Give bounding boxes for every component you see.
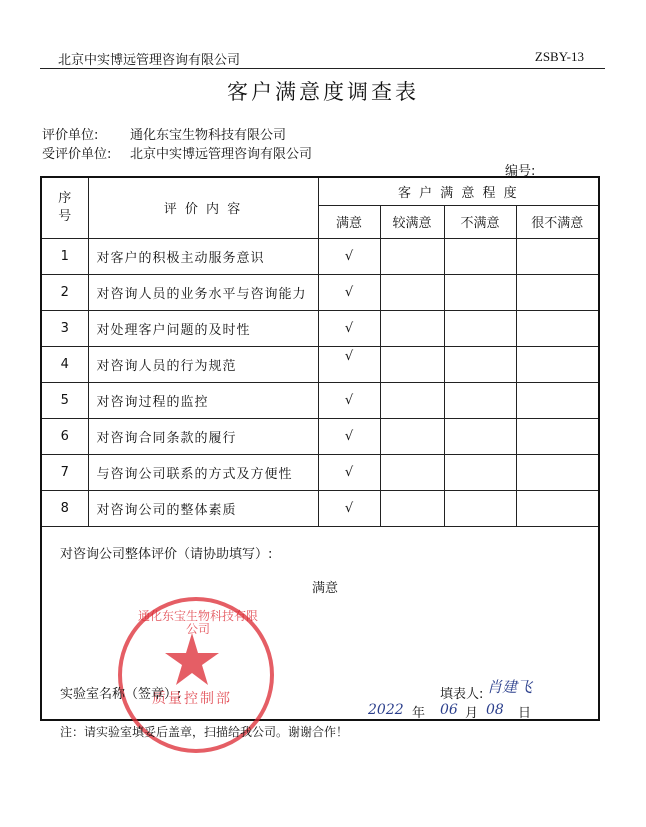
date-month: 06 bbox=[440, 702, 458, 718]
header-divider bbox=[40, 68, 605, 69]
page-title: 客户满意度调查表 bbox=[227, 80, 419, 104]
empty-cell bbox=[380, 346, 444, 382]
row-number: 3 bbox=[41, 310, 88, 346]
check-mark: √ bbox=[318, 238, 380, 274]
empty-cell bbox=[380, 310, 444, 346]
level-header: 不满意 bbox=[444, 205, 516, 238]
check-mark: √ bbox=[318, 310, 380, 346]
date-day-label: 日 bbox=[518, 706, 532, 721]
row-number: 4 bbox=[41, 346, 88, 382]
header-company: 北京中实博远管理咨询有限公司 bbox=[58, 53, 241, 68]
table-row bbox=[41, 454, 599, 490]
empty-cell bbox=[516, 490, 599, 526]
empty-cell bbox=[516, 274, 599, 310]
evaluator-label: 评价单位: bbox=[42, 128, 99, 143]
empty-cell bbox=[444, 310, 516, 346]
table-row bbox=[41, 418, 599, 454]
empty-cell bbox=[444, 454, 516, 490]
empty-cell bbox=[380, 238, 444, 274]
row-item: 与咨询公司联系的方式及方便性 bbox=[88, 454, 318, 490]
row-item: 对咨询人员的业务水平与咨询能力 bbox=[88, 274, 318, 310]
seal-star-icon bbox=[165, 633, 219, 685]
evaluated-value: 北京中实博远管理咨询有限公司 bbox=[130, 147, 313, 162]
table-row bbox=[41, 274, 599, 310]
empty-cell bbox=[516, 418, 599, 454]
empty-cell bbox=[380, 274, 444, 310]
col-seq-header: 序 号 bbox=[41, 177, 88, 238]
empty-cell bbox=[380, 382, 444, 418]
empty-cell bbox=[516, 238, 599, 274]
row-item: 对客户的积极主动服务意识 bbox=[88, 238, 318, 274]
check-mark: √ bbox=[318, 454, 380, 490]
row-number: 1 bbox=[41, 238, 88, 274]
table-row bbox=[41, 490, 599, 526]
overall-value: 满意 bbox=[312, 581, 339, 596]
row-item: 对咨询过程的监控 bbox=[88, 382, 318, 418]
table-row bbox=[41, 382, 599, 418]
row-number: 8 bbox=[41, 490, 88, 526]
date-day: 08 bbox=[486, 702, 504, 718]
evaluated-label: 受评价单位: bbox=[42, 147, 112, 162]
col-degree-header: 客 户 满 意 程 度 bbox=[318, 177, 599, 205]
overall-label: 对咨询公司整体评价（请协助填写）: bbox=[60, 547, 273, 562]
empty-cell bbox=[380, 490, 444, 526]
row-item: 对咨询合同条款的履行 bbox=[88, 418, 318, 454]
lab-name-label: 实验室名称（签章）: bbox=[60, 687, 182, 702]
footer-note: 注：请实验室填妥后盖章，扫描给我公司。谢谢合作！ bbox=[60, 725, 349, 739]
row-number: 7 bbox=[41, 454, 88, 490]
table-row bbox=[41, 238, 599, 274]
empty-cell bbox=[444, 238, 516, 274]
empty-cell bbox=[380, 418, 444, 454]
empty-cell bbox=[516, 346, 599, 382]
row-item: 对咨询人员的行为规范 bbox=[88, 346, 318, 382]
number-label: 编号: bbox=[505, 164, 536, 179]
empty-cell bbox=[516, 454, 599, 490]
row-number: 6 bbox=[41, 418, 88, 454]
col-content-header: 评 价 内 容 bbox=[88, 177, 318, 238]
date-year: 2022 bbox=[368, 702, 404, 718]
empty-cell bbox=[444, 418, 516, 454]
row-item: 对咨询公司的整体素质 bbox=[88, 490, 318, 526]
empty-cell bbox=[444, 274, 516, 310]
header-code: ZSBY-13 bbox=[534, 49, 584, 64]
empty-cell bbox=[516, 382, 599, 418]
table-row bbox=[41, 346, 599, 382]
empty-cell bbox=[444, 490, 516, 526]
empty-cell bbox=[444, 346, 516, 382]
empty-cell bbox=[516, 310, 599, 346]
check-mark: √ bbox=[318, 346, 380, 382]
empty-cell bbox=[380, 454, 444, 490]
evaluator-value: 通化东宝生物科技有限公司 bbox=[130, 128, 287, 143]
date-year-label: 年 bbox=[412, 706, 426, 721]
empty-cell bbox=[444, 382, 516, 418]
level-header: 较满意 bbox=[380, 205, 444, 238]
level-header: 很不满意 bbox=[516, 205, 599, 238]
row-number: 5 bbox=[41, 382, 88, 418]
filler-signature: 肖建飞 bbox=[487, 678, 533, 696]
date-month-label: 月 bbox=[465, 706, 479, 721]
table-row bbox=[41, 310, 599, 346]
seal-text: 通化东宝生物科技有限公司 bbox=[138, 609, 259, 636]
filler-label: 填表人: bbox=[440, 687, 484, 702]
row-number: 2 bbox=[41, 274, 88, 310]
check-mark: √ bbox=[318, 418, 380, 454]
check-mark: √ bbox=[318, 490, 380, 526]
row-item: 对处理客户问题的及时性 bbox=[88, 310, 318, 346]
check-mark: √ bbox=[318, 274, 380, 310]
seal-subtext: 质量控制部 bbox=[152, 691, 232, 707]
level-header: 满意 bbox=[318, 205, 380, 238]
check-mark: √ bbox=[318, 382, 380, 418]
